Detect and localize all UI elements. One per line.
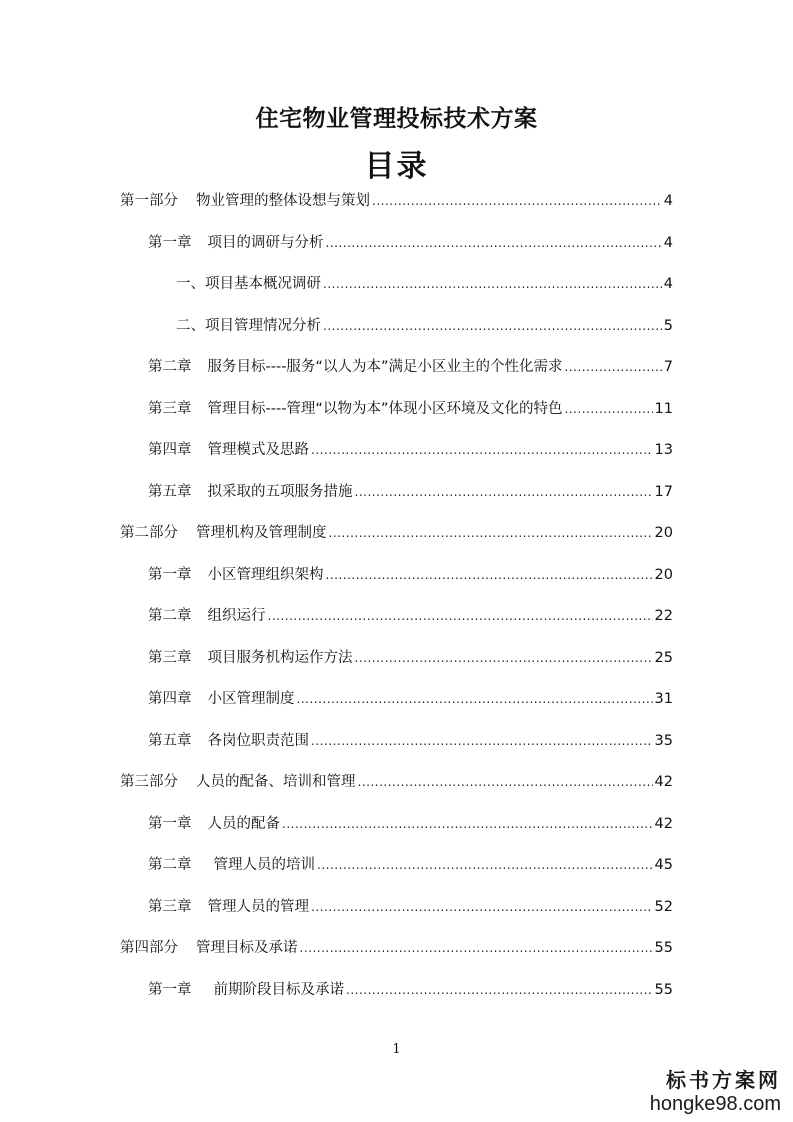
- toc-entry-number: 第一章: [148, 981, 192, 998]
- toc-leader-dots: [311, 439, 653, 461]
- toc-entry[interactable]: [148, 896, 673, 918]
- toc-entry-page: 4: [663, 276, 673, 292]
- toc-entry-page: 20: [654, 566, 673, 583]
- toc-leader-dots: [297, 688, 653, 710]
- toc-entry-number: 第二部分: [120, 525, 178, 541]
- toc-entry[interactable]: [148, 605, 673, 627]
- watermark-url: hongke98.com: [649, 1093, 781, 1115]
- toc-entry-title: 管理机构及管理制度: [196, 525, 327, 541]
- toc-entry-title: 二、项目管理情况分析: [176, 317, 321, 334]
- toc-entry-page: 55: [654, 981, 673, 998]
- toc-entry-page: 4: [663, 193, 673, 209]
- toc-entry-title: 管理目标及承诺: [196, 940, 298, 956]
- toc-entry[interactable]: [176, 273, 673, 295]
- toc-heading: 目录: [364, 149, 429, 184]
- toc-leader-dots: [300, 937, 653, 959]
- toc-entry[interactable]: [148, 813, 673, 835]
- toc-entry[interactable]: [120, 522, 673, 544]
- toc-entry-number: 第三章: [148, 649, 192, 666]
- toc-entry[interactable]: [148, 979, 673, 1001]
- toc-leader-dots: [317, 854, 653, 876]
- toc-entry[interactable]: [120, 190, 673, 212]
- toc-entry-number: 第二章: [148, 608, 192, 624]
- toc-entry[interactable]: [148, 564, 673, 586]
- toc-entry-page: 7: [663, 359, 673, 375]
- toc-entry-title: 前期阶段目标及承诺: [213, 981, 344, 998]
- toc-entry[interactable]: [176, 315, 673, 337]
- toc-leader-dots: [329, 522, 653, 544]
- toc-leader-dots: [326, 232, 662, 254]
- document-title: 住宅物业管理投标技术方案: [255, 106, 538, 132]
- toc-entry-title: 管理模式及思路: [207, 442, 309, 458]
- toc-entry[interactable]: [120, 937, 673, 959]
- toc-entry-page: 17: [654, 483, 673, 500]
- toc-entry-title: 服务目标----服务“以人为本”满足小区业主的个性化需求: [207, 359, 563, 375]
- toc-entry-title: 人员的配备、培训和管理: [196, 774, 356, 790]
- toc-entry-title: 管理人员的管理: [207, 898, 309, 915]
- toc-entry-page: 25: [654, 649, 673, 666]
- toc-entry-number: 第三章: [148, 898, 192, 915]
- toc-entry-page: 5: [663, 317, 673, 334]
- toc-entry[interactable]: [148, 481, 673, 503]
- toc-entry-title: 一、项目基本概况调研: [176, 276, 321, 292]
- toc-entry-title: 物业管理的整体设想与策划: [196, 193, 370, 209]
- toc-entry-title: 小区管理制度: [207, 691, 295, 707]
- toc-leader-dots: [355, 647, 653, 669]
- toc-entry-page: 20: [654, 525, 673, 541]
- toc-entry-page: 42: [654, 815, 673, 832]
- toc-entry[interactable]: [148, 398, 673, 420]
- toc-entry-number: 第四章: [148, 442, 192, 458]
- toc-leader-dots: [355, 481, 653, 503]
- toc-entry[interactable]: [148, 647, 673, 669]
- toc-entry-page: 55: [654, 940, 673, 956]
- toc-entry[interactable]: [120, 771, 673, 793]
- toc-leader-dots: [564, 398, 652, 420]
- toc-entry-page: 42: [654, 774, 673, 790]
- toc-entry-title: 管理人员的培训: [213, 857, 315, 873]
- toc-entry-page: 4: [663, 234, 673, 251]
- toc-entry-page: 52: [654, 898, 673, 915]
- toc-entry[interactable]: [148, 439, 673, 461]
- toc-entry-number: 第一章: [148, 815, 192, 832]
- toc-entry-title: 拟采取的五项服务措施: [207, 483, 353, 500]
- toc-entry[interactable]: [148, 688, 673, 710]
- toc-entry-number: 第五章: [148, 732, 192, 749]
- toc-entry-page: 35: [654, 732, 673, 749]
- toc-entry[interactable]: [148, 730, 673, 752]
- toc-entry-page: 31: [654, 691, 673, 707]
- toc-leader-dots: [564, 356, 661, 378]
- toc-entry-number: 第二章: [148, 359, 192, 375]
- toc-entry-title: 管理目标----管理“以物为本”体现小区环境及文化的特色: [207, 400, 563, 417]
- toc-entry[interactable]: [148, 356, 673, 378]
- toc-leader-dots: [326, 564, 653, 586]
- watermark: [581, 1068, 781, 1116]
- toc-entry-number: 第四部分: [120, 940, 178, 956]
- toc-entry-number: 第一章: [148, 566, 192, 583]
- page-number: 1: [392, 1042, 401, 1057]
- toc-entry-number: 第三部分: [120, 774, 178, 790]
- toc-entry-page: 45: [654, 857, 673, 873]
- toc-leader-dots: [268, 605, 653, 627]
- watermark-site-name: 标书方案网: [666, 1068, 781, 1092]
- toc-leader-dots: [323, 315, 662, 337]
- toc-entry-number: 第五章: [148, 483, 192, 500]
- toc-leader-dots: [346, 979, 653, 1001]
- toc-entry[interactable]: [148, 854, 673, 876]
- toc-entry-title: 各岗位职责范围: [207, 732, 309, 749]
- toc-entry-title: 项目的调研与分析: [207, 234, 324, 251]
- toc-entry-title: 项目服务机构运作方法: [207, 649, 353, 666]
- toc-leader-dots: [311, 730, 653, 752]
- toc-leader-dots: [372, 190, 662, 212]
- toc-leader-dots: [358, 771, 653, 793]
- toc-entry-number: 第二章: [148, 857, 192, 873]
- toc-entry-number: 第四章: [148, 691, 192, 707]
- toc-leader-dots: [282, 813, 653, 835]
- toc-leader-dots: [311, 896, 653, 918]
- toc-leader-dots: [323, 273, 662, 295]
- toc-entry-number: 第一章: [148, 234, 192, 251]
- toc-entry-number: 第一部分: [120, 193, 178, 209]
- toc-entry[interactable]: [148, 232, 673, 254]
- toc-entry-page: 22: [654, 608, 673, 624]
- toc-entry-title: 组织运行: [207, 608, 266, 624]
- toc-entry-page: 11: [654, 400, 673, 417]
- toc-entry-title: 小区管理组织架构: [207, 566, 324, 583]
- toc-entry-page: 13: [654, 442, 673, 458]
- toc-entry-title: 人员的配备: [207, 815, 280, 832]
- toc-entry-number: 第三章: [148, 400, 192, 417]
